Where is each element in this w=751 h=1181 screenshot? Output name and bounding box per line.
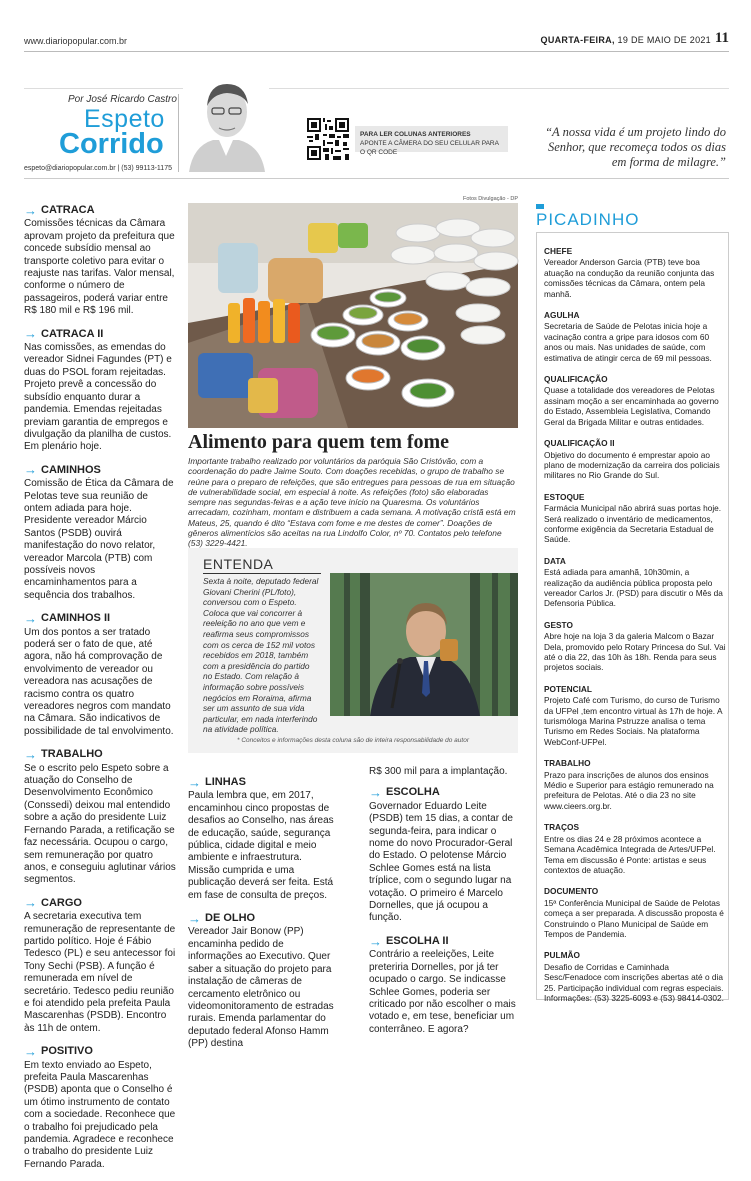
section-title: ESCOLHA xyxy=(386,786,440,799)
arrow-right-icon: → xyxy=(24,895,37,911)
picadinho-item-title: POTENCIAL xyxy=(544,683,592,694)
middle-column xyxy=(188,776,336,1061)
arrow-right-icon: → xyxy=(24,202,37,218)
arrow-right-icon: → xyxy=(369,785,382,801)
right-text-column xyxy=(369,766,519,1046)
section-title: POSITIVO xyxy=(41,1045,93,1058)
section-escolha xyxy=(369,786,519,924)
picadinho-item-text: Objetivo do documento é emprestar apoio ao plano de modernização da carreira dos policiais militares no Rio Grande do Sul. xyxy=(544,449,720,481)
qr-instructions xyxy=(355,126,508,156)
left-column xyxy=(24,204,176,1181)
section-title: CAMINHOS xyxy=(41,463,101,476)
photo-credit: Fotos Divulgação - DP xyxy=(463,196,519,202)
picadinho-item-text: 15ª Conferência Municipal de Saúde de Pelotas começa a ser preparada. A discussão proposta é Construindo o Plano Municipal de Saúde em Tempos de Pandemia. xyxy=(544,897,724,939)
section-title: TRABALHO xyxy=(41,748,103,761)
entenda-title: ENTENDA xyxy=(203,556,274,572)
section-title: ESCOLHA II xyxy=(386,934,449,947)
arrow-right-icon: → xyxy=(24,326,37,342)
picadinho-item xyxy=(544,492,726,545)
qr-title: PARA LER COLUNAS ANTERIORES xyxy=(360,131,471,138)
picadinho-item-title: TRABALHO xyxy=(544,758,591,769)
picadinho-item-text: Vereador Anderson Garcia (PTB) teve boa atuação na condução da reunião conjunta das comissões técnicas da Câmara, ontem pela manhã. xyxy=(544,257,715,299)
picadinho-item xyxy=(544,822,726,875)
arrow-right-icon: → xyxy=(369,933,382,949)
picadinho-item-text: Abre hoje na loja 3 da galeria Malcom o Bazar Dela, promovido pelo Rotary Princesa do Sul. Vai até o dia 22, das 10h às 18h. Renda para seus projetos sociais. xyxy=(544,631,726,673)
section-text: Contrário a reeleições, Leite preteriria Dornelles, por já ter ocupado o cargo. Se indicasse Schlee Gomes, poderia ser criticado por não escolher o mais votado e, em tese, beneficiar um conterrâneo. E agora? xyxy=(369,949,516,1035)
section-heading xyxy=(24,897,176,909)
section-caminhos xyxy=(24,464,176,602)
entenda-text: Sexta à noite, deputado federal Giovani Cherini (PL/foto), conversou com o Espeto. Coloca que vai concorrer à reeleição no ano que vem e reafirma seus compromissos com os cerca de 152 mil votos recebidos em 2018, também com a presidência do partido no Estado. Com relação à informação sobre possíveis negócios em Roraima, afirma ser um assunto de sua vida particular, em nada interferindo na atividade política. xyxy=(203,576,319,735)
arrow-right-icon: → xyxy=(24,462,37,478)
column-header-divider xyxy=(24,88,729,89)
section-cargo xyxy=(24,897,176,1035)
arrow-right-icon: → xyxy=(24,610,37,626)
picadinho-item-text: Farmácia Municipal não abrirá suas portas hoje. Será realizado o inventário de medicamentos, conforme exigência da Secretaria Estadual de Saúde. xyxy=(544,503,722,545)
qr-subtitle: APONTE A CÂMERA DO SEU CELULAR PARA O QR CODE xyxy=(360,140,499,156)
entenda-underline xyxy=(203,573,321,574)
section-heading xyxy=(24,328,176,340)
section-title: CATRACA II xyxy=(41,327,104,340)
page-number: 11 xyxy=(714,30,729,46)
section-positivo xyxy=(24,1045,176,1171)
section-heading xyxy=(24,612,176,624)
picadinho-title: PICADINHO xyxy=(536,210,640,229)
date-rest: 19 DE MAIO DE 2021 xyxy=(614,35,711,45)
disclaimer-note: * Conceitos e informações desta coluna são de inteira responsabilidade do autor xyxy=(237,737,469,744)
picadinho-item xyxy=(544,886,726,939)
section-catraca-ii xyxy=(24,328,176,454)
section-text: Paula lembra que, em 2017, encaminhou cinco propostas de desafios ao Conselho, nas áreas de educação, saúde, segurança pública, cidade digital e meio ambiente e infraestrutura. Missão cumprida e uma publicação deverá ser feita. Está em fase de consulta de preços. xyxy=(188,790,334,901)
picadinho-item-text: Secretaria de Saúde de Pelotas inicia hoje a vacinação contra a gripe para idosos com 60 anos ou mais. Nas unidades de saúde, com estimativa de atingir cerca de 69 mil pessoas. xyxy=(544,321,712,363)
section-text: Em texto enviado ao Espeto, prefeita Paula Mascarenhas (PSDB) aponta que o Conselho é um ótimo instrumento de contato com a sociedade. Reconhece que o trabalho foi prejudicado pela pandemia. Agradece e reconhece o trabalho do presidente Luiz Fernando Parada. xyxy=(24,1059,176,1170)
food-meals-photo xyxy=(188,203,518,428)
picadinho-item-title: DOCUMENTO xyxy=(544,886,599,897)
header-divider xyxy=(24,51,729,52)
section-heading xyxy=(24,204,176,216)
qr-code-icon[interactable] xyxy=(305,116,351,162)
picadinho-item-title: CHEFE xyxy=(544,246,573,256)
section-text: Comissão de Ética da Câmara de Pelotas teve sua reunião de ontem adiada para hoje. Presidente vereador Márcio Santos (PSDB) ouvirá manifestação do novo relator, vereador Marcola (PTB) com possíveis novos encaminhamentos para a sequência dos trabalhos. xyxy=(24,478,174,601)
picadinho-item-title: ESTOQUE xyxy=(544,491,585,502)
header-quote: “A nossa vida é um projeto lindo do Senhor, que recomeça todos os dias em forma de milagre.” xyxy=(545,125,726,169)
picadinho-item xyxy=(544,556,726,609)
section-heading xyxy=(24,1045,176,1057)
section-heading xyxy=(188,776,336,788)
feature-headline: Alimento para quem tem fome xyxy=(188,431,450,453)
section-text: Governador Eduardo Leite (PSDB) tem 15 dias, a contar de segunda-feira, para indicar o nome do novo Procurador-Geral do Estado. O pelotense Márcio Schlee Gomes está na lista tríplice, com o segundo lugar na votação. O primeiro é Marcelo Dornelles, que já ocupou a função. xyxy=(369,800,513,924)
section-catraca xyxy=(24,204,176,318)
section-linhas xyxy=(188,776,336,902)
column-title-espeto: Espeto xyxy=(84,105,165,133)
picadinho-item xyxy=(544,438,726,481)
picadinho-item-text: Entre os dias 24 e 28 próximos acontece a Semana Acadêmica Integrada de Artes/UFPel. Tema em discussão é Ponte: artistas e seus contextos de atuação. xyxy=(544,833,716,875)
section-text: Comissões técnicas da Câmara aprovam projeto da prefeitura que concede subsídio mensal ao transporte coletivo para evitar o reajuste nas tarifas. Valor mensal, conforme o número de passageiros, poderá variar entre R$ 180 mil e R$ 196 mil. xyxy=(24,218,175,317)
picadinho-list xyxy=(544,246,726,1014)
picadinho-item-title: DATA xyxy=(544,555,566,566)
picadinho-item-text: Projeto Café com Turismo, do curso de Turismo da UFPel ,tem encontro virtual às 17h de hoje. A turismóloga Marina Pstruzze analisa o tema Turismo em Redes Sociais. Na plataforma WebConf-UFPel. xyxy=(544,695,723,747)
picadinho-item xyxy=(544,620,726,673)
picadinho-item-text: Está adiada para amanhã, 10h30min, a realização da audiência pública proposta pelo vereador Carlos Jr. (PSD) para discutir o Mês da Defensoria Pública. xyxy=(544,567,723,609)
content-divider xyxy=(24,178,729,179)
column-contact: espeto@diariopopular.com.br | (53) 99113-1175 xyxy=(24,165,172,172)
picadinho-item xyxy=(544,758,726,811)
section-text: Um dos pontos a ser tratado poderá ser o fato de que, até agora, não há comprovação de envolvimento de vereador ou vereadora nas acusações de racismo contra os quatro vereadores negros com mandato na Câmara. São indicativos de possibilidade de tal envolvimento. xyxy=(24,626,174,737)
section-caminhos-ii xyxy=(24,612,176,738)
section-heading xyxy=(369,935,519,947)
column-title-corrido: Corrido xyxy=(59,128,164,160)
section-title: DE OLHO xyxy=(205,912,256,925)
picadinho-item-title: AGULHA xyxy=(544,310,580,321)
section-heading xyxy=(369,785,519,801)
date-weekday: QUARTA-FEIRA, xyxy=(540,35,615,45)
column-author: Por José Ricardo Castro xyxy=(68,94,177,105)
arrow-right-icon: → xyxy=(188,910,201,926)
picadinho-accent-bar xyxy=(536,204,544,209)
picadinho-item xyxy=(544,684,726,747)
picadinho-item-text: Prazo para inscrições de alunos dos ensinos Médio e Superior para estágio remunerado na prefeitura de Pelotas. Até o dia 23 no site www.cieers.org.br. xyxy=(544,769,714,811)
section-title: CATRACA xyxy=(41,204,95,216)
feature-caption: Importante trabalho realizado por voluntários da paróquia São Cristóvão, com a coordenação do padre Jaime Souto. Com doações recebidas, o grupo de trabalho se reúne para o preparo de refeições, que são entregues para pessoas de rua em situação de vulnerabilidade social, em especial à noite. As refeições (foto) são elaboradas sempre nas segundas-feiras e a ação teve início na Quaresma. Os voluntários arrecadam, cozinham, montam e distribuem a cada semana. A motivação cristã está em Mateus, 25, quando é dito “Estava com fome e me destes de comer”. Doações de gêneros alimentícios são aceitas na rua Lindolfo Color, nº 70. Contatos pelo telefone (53) 3229-4421. xyxy=(188,456,516,549)
picadinho-item xyxy=(544,374,726,427)
arrow-right-icon: → xyxy=(24,746,37,762)
section-trabalho xyxy=(24,748,176,886)
picadinho-item xyxy=(544,310,726,363)
section-text: Vereador Jair Bonow (PP) encaminha pedido de informações ao Executivo. Quer saber a situação do projeto para instalação de câmeras de cercamento eletrônico ou videomonitoramento de estradas rurais. Emenda parlamentar do deputado federal Afonso Hamm (PP) destina xyxy=(188,926,334,1050)
arrow-right-icon: → xyxy=(24,1043,37,1059)
picadinho-item-title: QUALIFICAÇÃO II xyxy=(544,438,615,449)
picadinho-item xyxy=(544,246,726,299)
section-de-olho xyxy=(188,912,336,1050)
picadinho-item-title: GESTO xyxy=(544,619,573,630)
author-photo xyxy=(183,76,269,172)
section-title: CAMINHOS II xyxy=(41,612,111,625)
section-heading xyxy=(24,748,176,760)
section-title: LINHAS xyxy=(205,776,246,788)
picadinho-item xyxy=(544,950,726,1003)
section-heading xyxy=(188,912,336,924)
section-escolha-ii xyxy=(369,935,519,1036)
picadinho-item-title: PULMÃO xyxy=(544,950,580,961)
site-url: www.diariopopular.com.br xyxy=(24,36,128,46)
section-heading xyxy=(24,464,176,476)
deputy-photo xyxy=(330,573,518,716)
picadinho-item-text: Quase a totalidade dos vereadores de Pelotas assinam moção a ser encaminhada ao governo do Estado, Assembleia Legislativa, Comando Geral da Brigada Militar e outras entidades. xyxy=(544,385,719,427)
section-text: A secretaria executiva tem remuneração de representante de partido político. Hoje é Fábio Tedesco (PL) e seu antecessor foi Tony Sechi (PSB). A função é remunerada em nível de secretário. Tedesco pediu reunião e foi atendido pela prefeita Paula Mascarenhas (PSDB). Encontro às 11h de ontem. xyxy=(24,911,176,1034)
arrow-right-icon: → xyxy=(188,774,201,790)
section-continued-text: R$ 300 mil para a implantação. xyxy=(369,766,508,777)
issue-date xyxy=(541,35,711,45)
section-text: Se o escrito pelo Espeto sobre a atuação do Conselho de Desenvolvimento Econômico (Conssedi) deixou mal entendido sobre a ação do presidente Luiz Fernando Parada, a retificação se faz necessária. Ocupou o cargo, sem remuneração por quatro anos, e conseguiu aglutinar vários segmentos. xyxy=(24,762,176,886)
picadinho-item-title: QUALIFICAÇÃO xyxy=(544,374,608,385)
section-text: Nas comissões, as emendas do vereador Sidnei Fagundes (PT) e duas do PSOL foram rejeitadas. Projeto prevê a concessão do subsídio enquanto durar a pandemia. Emendas rejeitadas previam garantia de empregos e divulgação da planilha de custos. Em plenário hoje. xyxy=(24,342,172,453)
picadinho-item-text: Desafio de Corridas e Caminhada Sesc/Fenadoce com inscrições abertas até o dia 25. Participação individual com regras especiais. Informações: (53) 3225-6093 e (53) 98414-0302. xyxy=(544,961,724,1003)
picadinho-item-title: TRAÇOS xyxy=(544,822,580,833)
header-vertical-divider xyxy=(178,94,179,172)
section-title: CARGO xyxy=(41,896,82,909)
